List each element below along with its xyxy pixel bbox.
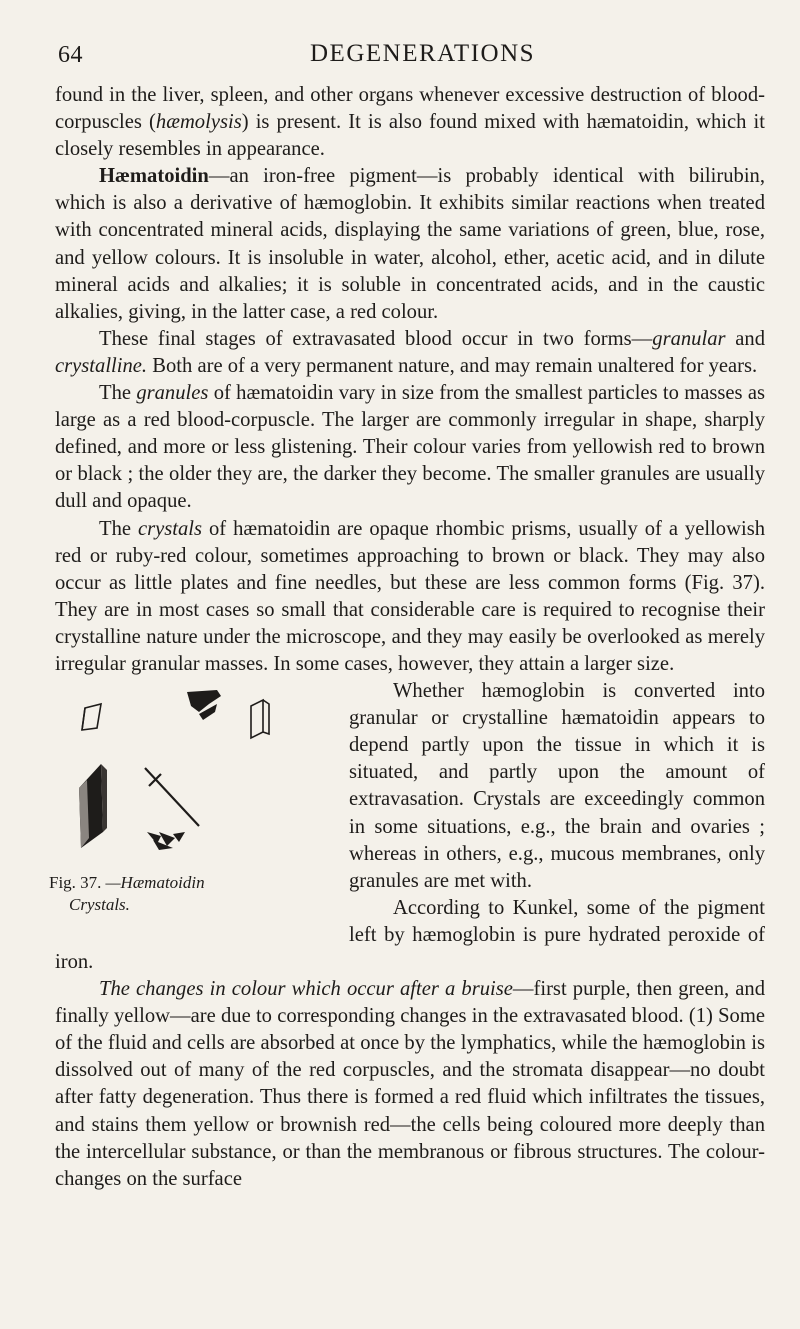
- italic-term: crystalline.: [55, 354, 148, 377]
- text-run: of hæmatoidin vary in size from the smallest particles to masses as large as a red blood-corpuscle. The larger are commonly irregular in shape, sharply defined, and more or less glistening. Their colour varies from yellowish red to brown or black ; the older they are, the darker they become. The smaller granules are usually dull and opaque.: [55, 382, 766, 513]
- crystal-plate-small: [82, 704, 101, 730]
- paragraph-crystals: [55, 516, 765, 679]
- run-in-heading: Hæmatoidin: [99, 165, 209, 188]
- paragraph-haematoidin: [55, 163, 765, 326]
- text-run: The: [99, 382, 137, 405]
- italic-term: crystals: [137, 517, 203, 540]
- crystal-plate-edge: [82, 708, 85, 730]
- figure-caption: [49, 872, 337, 916]
- crystal-prism-right: [251, 700, 263, 738]
- text-run: —an iron-free pigment—is probably identical with bilirubin, which is also a derivative of hæmoglobin. It exhibits similar reactions when treated with concentrated mineral acids, displaying the same variations of green, blue, rose, and yellow colours. It is insoluble in water, alcohol, ether, acetic acid, and in dilute mineral acids and alkalies; it is soluble in concentrated acids, and in the caustic alkalies, giving, in the latter case, a red colour.: [55, 165, 765, 323]
- crystal-dark-fragment: [187, 690, 221, 712]
- figure-number: Fig. 37.: [49, 873, 102, 893]
- italic-term: granular: [652, 327, 726, 350]
- text-run: ) is present. It is also found mixed with hæmatoidin, which it closely resembles in appearance.: [55, 111, 765, 161]
- paragraph-conversion: Whether hæmoglobin is converted into granular or crystalline hæmatoidin appears to depend partly upon the tissue in which it is situated, and partly upon the amount of extravasation. Crystals are exceedingly common in some situations, e.g., the brain and ovaries ; whereas in others, e.g., mucous membranes, only granules are met with.: [349, 680, 765, 892]
- text-run: and: [725, 327, 766, 350]
- figure-title-line2: Crystals.: [69, 895, 130, 915]
- text-run: The: [99, 517, 138, 540]
- text-run: Both are of a very permanent nature, and may remain unaltered for years.: [147, 354, 758, 377]
- needle-cluster-1: [147, 832, 161, 844]
- italic-term: The changes in colour which occur after a bruise: [99, 978, 513, 1001]
- text-run: found in the liver, spleen, and other organs whenever excessive destruction of blood-corpuscles (: [55, 84, 765, 134]
- body-text: [49, 82, 766, 1193]
- needle-cluster-4: [173, 832, 185, 842]
- text-run: of hæmatoidin are opaque rhombic prisms, usually of a yellowish red or ruby-red colour, sometimes approaching to brown or black. They may also occur as little plates and fine needles, but these are less common forms (Fig. 37). They are in most cases so small that considerable care is required to recognise their crystalline nature under the microscope, and they may easily be overlooked as merely irregular granular masses. In some cases, however, they attain a larger size.: [55, 517, 766, 675]
- paragraph-granules: [55, 380, 765, 515]
- crystal-prism-face: [263, 700, 269, 734]
- figure-title: —Hæmatoidin: [105, 873, 205, 893]
- figure-37: [49, 682, 337, 932]
- paragraph-kunkel: According to Kunkel, some of the pigment left by hæmoglobin is pure hydrated peroxide of iron.: [55, 896, 765, 973]
- paragraph-final-stages: [55, 326, 765, 380]
- running-head: DEGENERATIONS: [310, 40, 536, 67]
- paragraph-1: [55, 82, 765, 163]
- italic-term: granules: [136, 382, 209, 405]
- crystal-illustration: [49, 682, 337, 872]
- text-run: —first purple, then green, and finally yellow—are due to corresponding changes in the extravasated blood. (1) Some of the fluid and cells are absorbed at once by the lymphatics, while the hæmoglobin is dissolved out of many of the red corpuscles, and the stromata disappear—no doubt after fatty degeneration. Thus there is formed a red fluid which infiltrates the tissues, and stains them yellow or brownish red—the cells being coloured more deeply than the intercellular substance, or than the membranous or fibrous structures. The colour-changes on the surface: [55, 978, 765, 1190]
- italic-term: hæmolysis: [155, 111, 242, 134]
- page-number: 64: [58, 42, 83, 68]
- crystal-needle: [145, 768, 199, 826]
- paragraph-bruise: [55, 976, 765, 1193]
- text-run: These final stages of extravasated blood occur in two forms—: [99, 327, 653, 350]
